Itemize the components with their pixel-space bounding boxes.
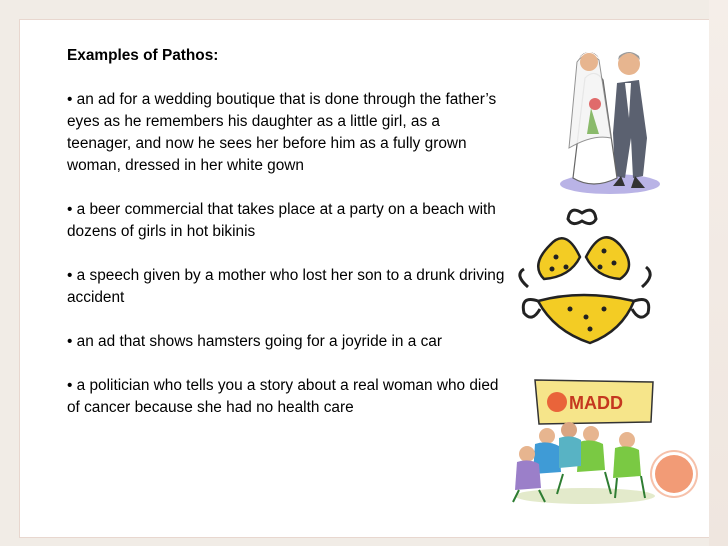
bikini-clipart [510,205,660,350]
bride-and-father-clipart [555,38,665,196]
madd-sign-text: MADD [569,393,623,413]
madd-support-group-clipart [505,376,655,506]
list-item: • a speech given by a mother who lost her son to a drunk driving accident [67,267,505,306]
list-item: • a politician who tells you a story about a real woman who died of cancer because she had no health care [67,377,499,416]
list-item: • a beer commercial that takes place at a party on a beach with dozens of girls in hot bikinis [67,201,496,240]
accent-circle [655,455,693,493]
slide-body [67,45,507,441]
slide-heading: Examples of Pathos: [67,47,219,64]
slide-edge [709,0,728,546]
list-item: • an ad that shows hamsters going for a joyride in a car [67,333,442,350]
list-item: • an ad for a wedding boutique that is done through the father’s eyes as he remembers his daughter as a little girl, as a teenager, and now he sees her before him as a fully grown woman, dressed in her white gown [67,91,497,174]
